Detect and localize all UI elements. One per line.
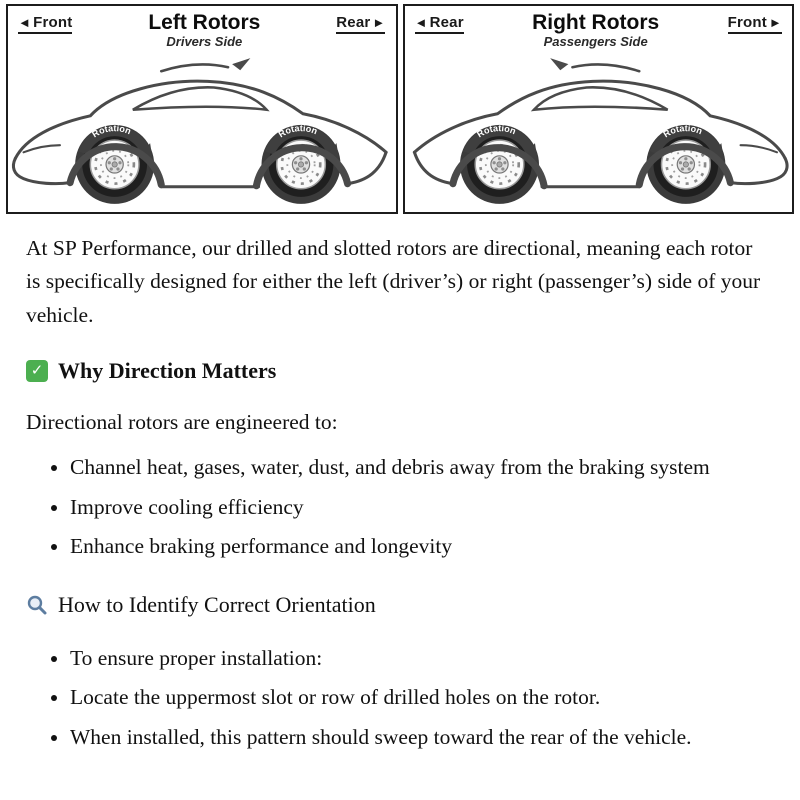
check-icon: ✓ [26,360,48,382]
left-panel-header [8,6,396,49]
arrow-right-icon: ► [372,15,386,30]
rear-direction-label [336,14,385,34]
rear-wheel-rotor [262,123,341,204]
right-rotors-panel [403,4,795,214]
list-item: • Locate the uppermost slot or row of drilled holes on the rotor. [70,681,772,713]
list-item: • Enhance braking performance and longevity [70,530,772,562]
left-rotors-panel [6,4,398,214]
front-label-text: Front [727,14,767,31]
article-body [0,214,800,753]
list-item: • When installed, this pattern should sweep toward the rear of the vehicle. [70,721,772,753]
why-direction-bullets [26,451,772,562]
rotor-direction-diagram [0,0,800,214]
left-car-illustration [8,51,396,209]
right-panel-header [405,6,793,49]
list-item: • To ensure proper installation: [70,642,772,674]
front-wheel-rotor [646,123,725,204]
left-panel-titles [148,11,260,49]
rear-direction-label [415,14,464,34]
panel-subtitle: Passengers Side [543,34,648,50]
rear-wheel-rotor [459,123,538,204]
front-label-text: Front [33,14,73,31]
arrow-left-icon: ◄ [18,15,32,30]
arrow-left-icon: ◄ [414,15,428,30]
panel-subtitle: Drivers Side [166,34,243,50]
magnifier-icon [26,594,48,616]
orientation-bullets [26,642,772,753]
panel-title: Left Rotors [148,11,261,34]
right-panel-titles [532,11,659,49]
orientation-heading [26,588,772,622]
why-direction-heading [26,354,772,388]
front-wheel-rotor [75,123,154,204]
arrow-right-icon: ► [768,15,782,30]
engineered-lead: Directional rotors are engineered to: [26,410,338,435]
intro-paragraph: At SP Performance, our drilled and slotted rotors are directional, meaning each rotor is specifically designed for either the left (driver’s) or right (passenger’s) side of your vehicle. [26,236,761,327]
front-direction-label [18,14,72,34]
list-item: • Channel heat, gases, water, dust, and debris away from the braking system [70,451,772,483]
front-direction-label [728,14,782,34]
list-item: • Improve cooling efficiency [70,491,772,523]
rear-label-text: Rear [429,14,464,31]
orientation-heading-text: How to Identify Correct Orientation [58,592,376,618]
why-direction-heading-text: Why Direction Matters [58,357,277,383]
panel-title: Right Rotors [532,11,660,34]
rear-label-text: Rear [336,14,371,31]
right-car-illustration [405,51,793,209]
